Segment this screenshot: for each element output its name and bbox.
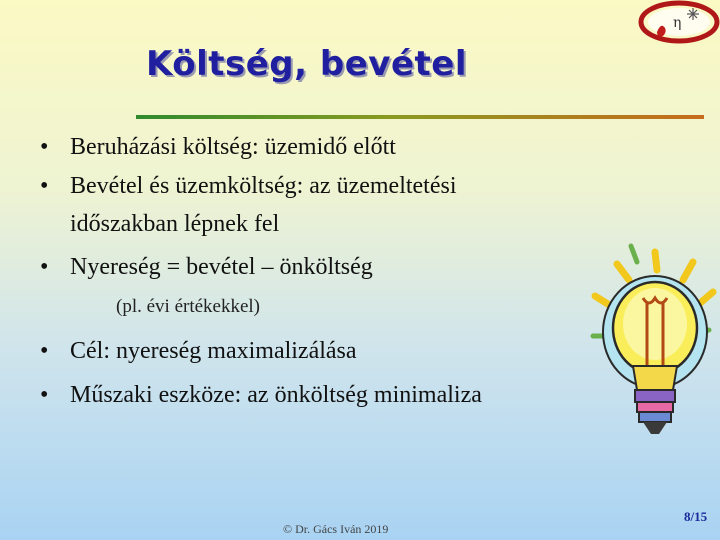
bullet-dot: • [40, 134, 49, 160]
bullet-dot: • [40, 173, 49, 199]
bullet-text: Nyereség = bevétel – önköltség [70, 254, 373, 280]
bullet-item [40, 248, 373, 286]
bullet-text: Cél: nyereség maximalizálása [70, 338, 357, 364]
footer-credit: © Dr. Gács Iván 2019 [283, 522, 389, 536]
slide-title: Költség, bevétel [146, 44, 467, 84]
logo-glyph: η [673, 15, 682, 31]
bullet-subtext: (pl. évi értékekkel) [116, 296, 261, 317]
bullet-dot: • [40, 382, 49, 408]
title-divider [136, 115, 704, 119]
bullet-item [40, 332, 357, 370]
bullet-text: Műszaki eszköze: az önköltség minimaliza [70, 382, 482, 408]
bullet-item [40, 167, 457, 205]
bullet-dot: • [40, 338, 49, 364]
page-number: 8/15 [684, 509, 708, 524]
lightbulb-clipart [585, 240, 720, 440]
bullet-dot: • [40, 254, 49, 280]
eta-logo-icon [637, 0, 720, 46]
bullet-text: Bevétel és üzemköltség: az üzemeltetési [70, 173, 457, 199]
bullet-text: Beruházási költség: üzemidő előtt [70, 134, 396, 160]
bullet-continuation: időszakban lépnek fel [70, 211, 280, 237]
bullet-item [40, 128, 396, 166]
bullet-item [40, 376, 482, 414]
